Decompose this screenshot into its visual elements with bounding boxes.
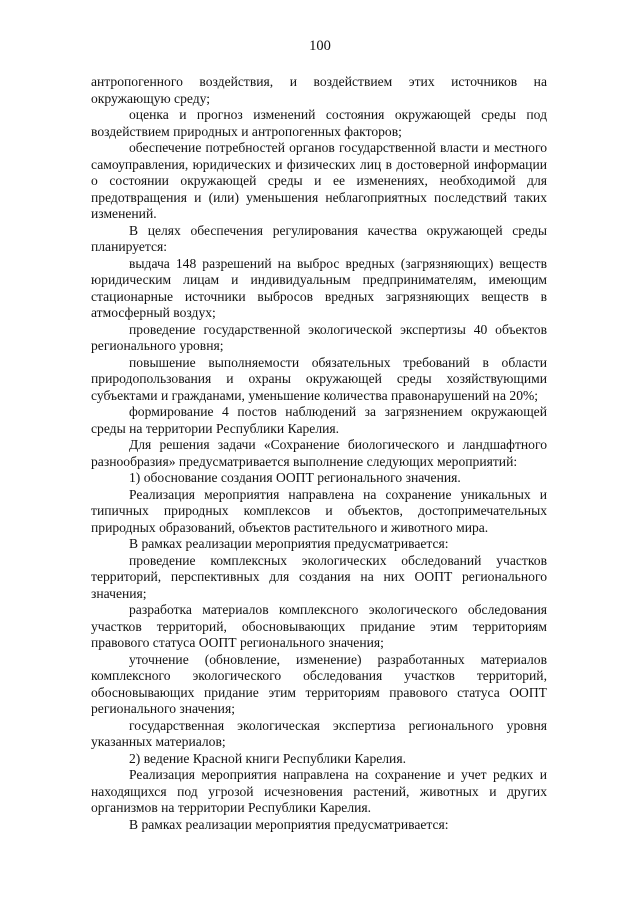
paragraph: В рамках реализации мероприятия предусматривается: xyxy=(129,536,449,551)
page-number: 100 xyxy=(309,38,331,54)
paragraph: повышение выполняемости обязательных требований в области природопользования и охраны окружающей среды хозяйствующими субъектами и гражданами, уменьшение количества правонарушений на 20%; xyxy=(91,354,547,403)
paragraph: 1) обоснование создания ООПТ регионального значения. xyxy=(129,470,461,485)
paragraph: оценка и прогноз изменений состояния окружающей среды под воздействием природных и антропогенных факторов; xyxy=(91,107,547,139)
paragraph: проведение государственной экологической экспертизы 40 объектов регионального уровня; xyxy=(91,321,547,353)
paragraph: проведение комплексных экологических обследований участков территорий, перспективных для создания на них ООПТ регионального значения; xyxy=(91,552,547,601)
paragraph: обеспечение потребностей органов государственной власти и местного самоуправления, юридических и физических лиц в достоверной информации о состоянии окружающей среды и ее изменениях, необходимой для предотвращения и (или) уменьшения неблагоприятных последствий таких изменений. xyxy=(91,140,547,221)
paragraph: выдача 148 разрешений на выброс вредных (загрязняющих) веществ юридическим лицам и индивидуальным предпринимателям, имеющим стационарные источники выбросов вредных загрязняющих веществ в атмосферный воздух; xyxy=(91,255,547,320)
paragraph: государственная экологическая экспертиза регионального уровня указанных материалов; xyxy=(91,717,547,749)
paragraph: 2) ведение Красной книги Республики Карелия. xyxy=(129,750,406,766)
paragraph: Для решения задачи «Сохранение биологического и ландшафтного разнообразия» предусматривается выполнение следующих мероприятий: xyxy=(91,437,547,469)
paragraph: разработка материалов комплексного экологического обследования участков территорий, обосновывающих придание этим территориям правового статуса ООПТ регионального значения; xyxy=(91,602,547,650)
paragraph: Реализация мероприятия направлена на сохранение и учет редких и находящихся под угрозой исчезновения растений, животных и других организмов на территории Республики Карелия. xyxy=(91,767,547,815)
paragraph: антропогенного воздействия, и воздействием этих источников на окружающую среду; xyxy=(91,74,547,106)
document-body xyxy=(91,74,547,833)
paragraph: В рамках реализации мероприятия предусматривается: xyxy=(129,816,449,832)
paragraph: уточнение (обновление, изменение) разработанных материалов комплексного экологического обследования участков территорий, обосновывающих придание этим территориям правового статуса ООПТ регионального значения; xyxy=(91,651,547,716)
paragraph: В целях обеспечения регулирования качества окружающей среды планируется: xyxy=(91,222,547,254)
paragraph: формирование 4 постов наблюдений за загрязнением окружающей среды на территории Республики Карелия. xyxy=(91,404,547,436)
paragraph: Реализация мероприятия направлена на сохранение уникальных и типичных природных комплексов и объектов, достопримечательных природных образований, объектов растительного и животного мира. xyxy=(91,486,547,535)
